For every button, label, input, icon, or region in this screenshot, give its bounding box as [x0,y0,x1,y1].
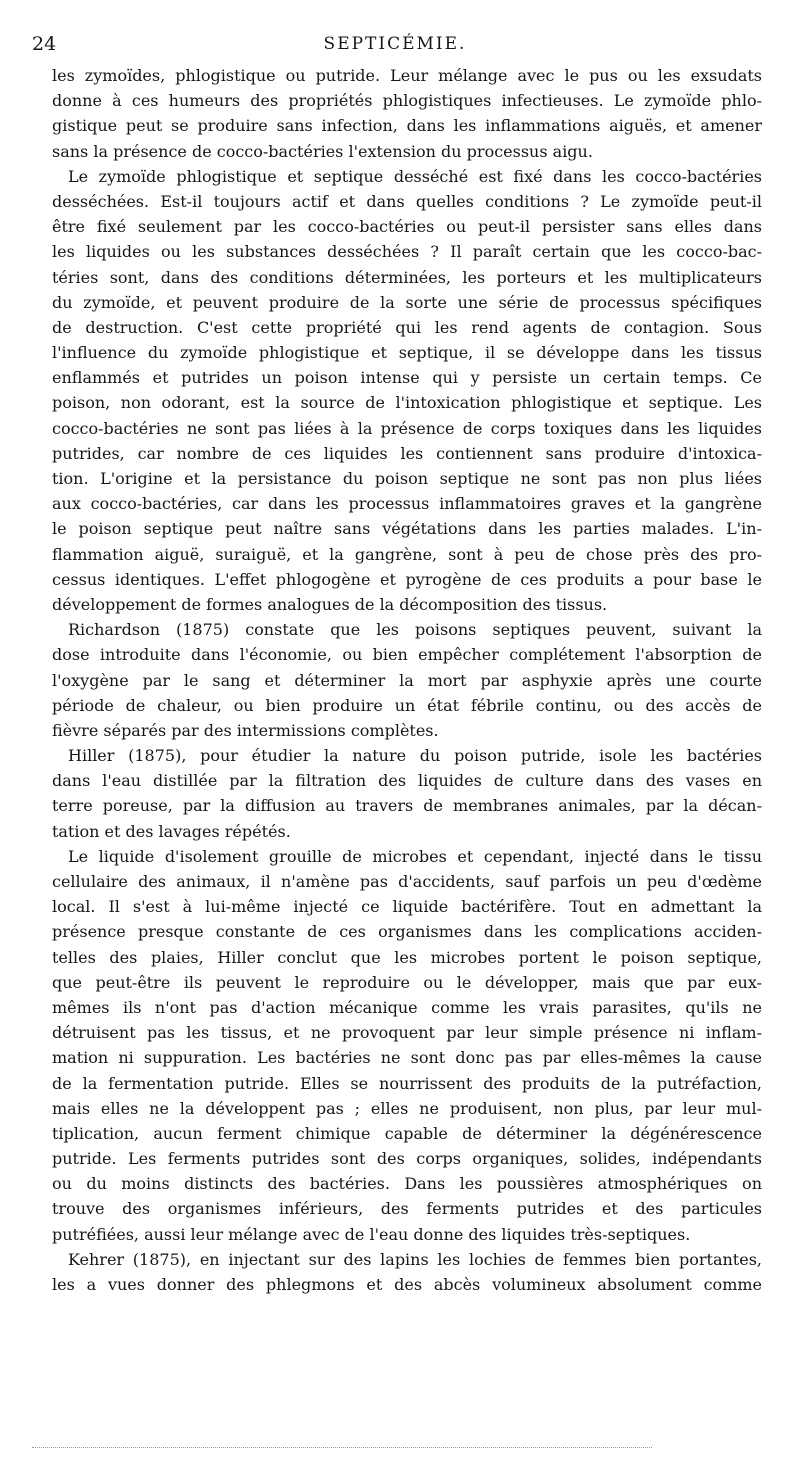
text-line: donne à ces humeurs des propriétés phlogistiques infectieuses. Le zymoïde phlo- [52,91,762,111]
text-line: sans la présence de cocco-bactéries l'extension du processus aigu. [52,141,593,161]
text-line: les zymoïdes, phlogistique ou putride. Leur mélange avec le pus ou les exsudats [52,66,762,85]
running-title: SEPTICÉMIE. [323,34,467,54]
text-line: du zymoïde, et peuvent produire de la sorte une série de processus spécifiques [52,292,762,312]
text-line: desséchées. Est-il toujours actif et dans quelles conditions ? Le zymoïde peut-il [52,191,762,211]
text-line: Hiller (1875), pour étudier la nature du poison putride, isole les bactéries [68,746,762,766]
text-line: enflammés et putrides un poison intense qui y persiste un certain temps. Ce [52,368,762,388]
text-line: flammation aiguë, suraiguë, et la gangrène, sont à peu de chose près des pro- [52,544,762,564]
text-line: détruisent pas les tissus, et ne provoquent par leur simple présence ni inflam- [52,1023,762,1043]
text-line: cocco-bactéries ne sont pas liées à la présence de corps toxiques dans les liquides [52,418,762,438]
footer-rule [32,1447,652,1448]
text-line: période de chaleur, ou bien produire un état fébrile continu, ou des accès de [52,695,762,715]
text-line: putrides, car nombre de ces liquides les contiennent sans produire d'intoxica- [52,443,762,463]
text-line: les a vues donner des phlegmons et des abcès volumineux absolument comme [52,1275,762,1294]
text-line: tion. L'origine et la persistance du poison septique ne sont pas non plus liées [52,469,762,488]
text-line: local. Il s'est à lui-même injecté ce liquide bactérifère. Tout en admettant la [52,897,762,917]
text-line: l'influence du zymoïde phlogistique et septique, il se développe dans les tissus [52,343,762,363]
text-line: ou du moins distincts des bactéries. Dans les poussières atmosphériques on [52,1174,762,1194]
text-line: mais elles ne la développent pas ; elles ne produisent, non plus, par leur mul- [52,1098,762,1118]
text-line: trouve des organismes inférieurs, des ferments putrides et des particules [52,1199,762,1219]
text-line: Kehrer (1875), en injectant sur des lapins les lochies de femmes bien portantes, [68,1249,762,1269]
running-head [32,32,758,56]
text-line: tation et des lavages répétés. [52,821,291,841]
text-line: Le zymoïde phlogistique et septique desséché est fixé dans les cocco-bactéries [68,166,762,186]
text-line: présence presque constante de ces organismes dans les complications acciden- [52,922,762,942]
text-line: de destruction. C'est cette propriété qui les rend agents de contagion. Sous [52,317,762,337]
text-line: développement de formes analogues de la décomposition des tissus. [52,594,608,614]
text-line: téries sont, dans des conditions déterminées, les porteurs et les multiplicateurs [52,267,762,287]
text-line: Le liquide d'isolement grouille de microbes et cependant, injecté dans le tissu [68,846,762,866]
text-line: aux cocco-bactéries, car dans les processus inflammatoires graves et la gangrène [52,494,762,514]
text-line: dose introduite dans l'économie, ou bien empêcher complétement l'absorption de [52,645,762,665]
text-line: dans l'eau distillée par la filtration des liquides de culture dans des vases en [52,771,762,791]
text-line: mation ni suppuration. Les bactéries ne sont donc pas par elles-mêmes la cause [52,1048,762,1068]
text-line: poison, non odorant, est la source de l'intoxication phlogistique et septique. Les [52,393,762,413]
text-line: mêmes ils n'ont pas d'action mécanique comme les vrais parasites, qu'ils ne [52,997,762,1017]
text-line: fièvre séparés par des intermissions complètes. [52,720,439,740]
text-line: cessus identiques. L'effet phlogogène et pyrogène de ces produits a pour base le [52,569,762,589]
text-line: gistique peut se produire sans infection, dans les inflammations aiguës, et amener [52,116,762,136]
text-line: putride. Les ferments putrides sont des corps organiques, solides, indépendants [52,1149,762,1169]
text-line: être fixé seulement par les cocco-bactéries ou peut-il persister sans elles dans [52,217,762,237]
body-text [52,63,762,1297]
text-line: de la fermentation putride. Elles se nourrissent des produits de la putréfaction, [52,1073,762,1093]
text-line: l'oxygène par le sang et déterminer la mort par asphyxie après une courte [52,670,762,690]
page-number: 24 [32,33,57,55]
text-line: que peut-être ils peuvent le reproduire ou le développer, mais que par eux- [52,972,762,992]
text-line: terre poreuse, par la diffusion au travers de membranes animales, par la décan- [52,796,762,816]
text-line: telles des plaies, Hiller conclut que les microbes portent le poison septique, [52,947,762,967]
text-line: putréfiées, aussi leur mélange avec de l'eau donne des liquides très-septiques. [52,1224,691,1244]
text-line: le poison septique peut naître sans végétations dans les parties malades. L'in- [52,519,762,539]
text-line: Richardson (1875) constate que les poisons septiques peuvent, suivant la [68,620,762,640]
text-line: tiplication, aucun ferment chimique capable de déterminer la dégénérescence [52,1123,762,1143]
text-line: les liquides ou les substances desséchées ? Il paraît certain que les cocco-bac- [52,242,762,262]
text-line: cellulaire des animaux, il n'amène pas d'accidents, sauf parfois un peu d'œdème [52,872,762,891]
